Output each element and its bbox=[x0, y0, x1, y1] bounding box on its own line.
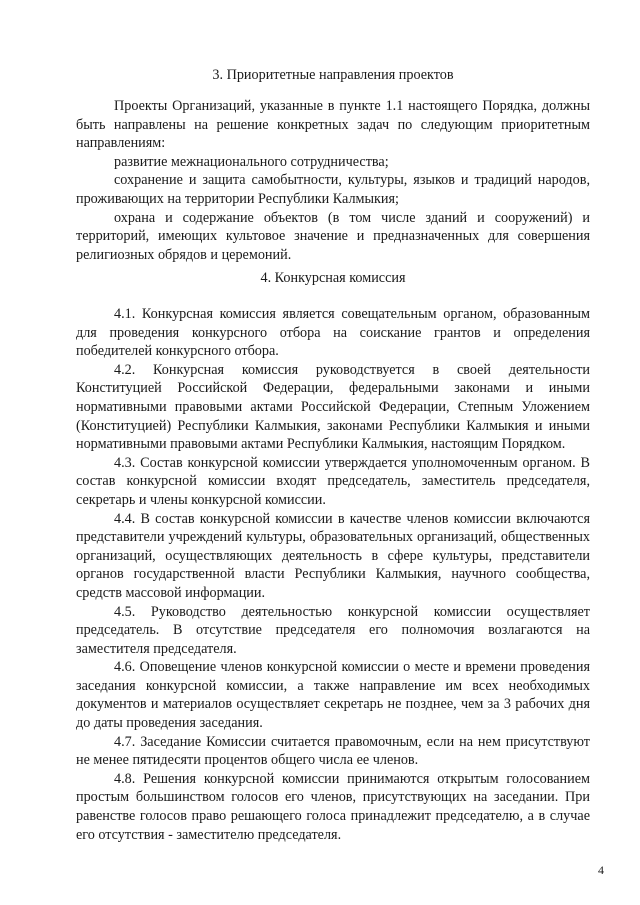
section-3-item-1: развитие межнационального сотрудничества; bbox=[114, 153, 389, 170]
clause-4-6: 4.6. Оповещение членов конкурсной комиссии о месте и времени проведения заседания конкурсной комиссии, а также направление им всех необходимых документов и материалов осуществляет секретарь не позднее, чем за 3 рабочих дня до даты проведения заседания. bbox=[76, 659, 590, 732]
section-3-item-2: сохранение и защита самобытности, культуры, языков и традиций народов, проживающих на территории Республики Калмыкия; bbox=[76, 172, 590, 207]
section-3-item-3: охрана и содержание объектов (в том числе зданий и сооружений) и территорий, имеющих культовое значение и предназначенных для совершения религиозных обрядов и церемоний. bbox=[76, 209, 590, 263]
clause-4-2: 4.2. Конкурсная комиссия руководствуется в своей деятельности Конституцией Российской Федерации, федеральными законами и иными нормативными правовыми актами Российской Федерации, Степным Уложением (Конституцией) Республики Калмыкия, законами Республики Калмыкия и иными нормативными правовыми актами Республики Калмыкия, настоящим Порядком. bbox=[76, 361, 590, 453]
section-3-heading: 3. Приоритетные направления проектов bbox=[212, 67, 454, 83]
section-4-body bbox=[76, 305, 590, 844]
page-number: 4 bbox=[598, 863, 604, 877]
section-3-intro: Проекты Организаций, указанные в пункте 1.1 настоящего Порядка, должны быть направлены на решение конкретных задач по следующим приоритетным направлениям: bbox=[76, 98, 590, 152]
clause-4-8: 4.8. Решения конкурсной комиссии принимаются открытым голосованием простым большинством голосов его членов, присутствующих на заседании. При равенстве голосов право решающего голоса принадлежит председателю, а в случае его отсутствия - заместителю председателя. bbox=[76, 770, 590, 843]
section-3-body bbox=[76, 97, 590, 264]
clause-4-1: 4.1. Конкурсная комиссия является совещательным органом, образованным для проведения конкурсного отбора на соискание грантов и определения победителей конкурсного отбора. bbox=[76, 306, 590, 360]
clause-4-7: 4.7. Заседание Комиссии считается правомочным, если на нем присутствуют не менее пятидесяти процентов общего числа ее членов. bbox=[76, 733, 590, 769]
clause-4-5: 4.5. Руководство деятельностью конкурсной комиссии осуществляет председатель. В отсутствие председателя его полномочия возлагаются на заместителя председателя. bbox=[76, 603, 590, 657]
clause-4-3: 4.3. Состав конкурсной комиссии утверждается уполномоченным органом. В состав конкурсной комиссии входят председатель, заместитель председателя, секретарь и члены конкурсной комиссии. bbox=[76, 454, 590, 508]
clause-4-4: 4.4. В состав конкурсной комиссии в качестве членов комиссии включаются представители учреждений культуры, образовательных организаций, общественных организаций, осуществляющих деятельность в сфере культуры, представители органов государственной власти Республики Калмыкия, научного сообщества, средств массовой информации. bbox=[76, 510, 590, 601]
section-4-heading: 4. Конкурсная комиссия bbox=[260, 270, 406, 286]
